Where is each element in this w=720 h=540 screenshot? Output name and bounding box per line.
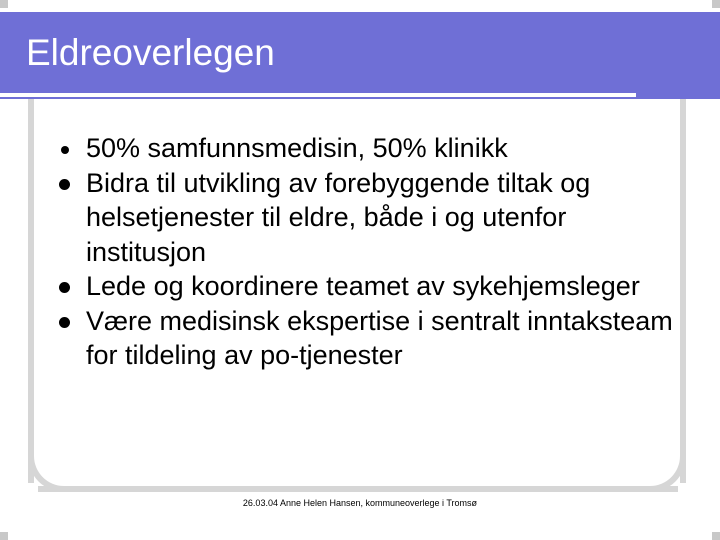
frame-corner-bottom-right (646, 452, 686, 492)
frame-corner-bottom-left (28, 452, 68, 492)
bullet-item (56, 131, 686, 166)
corner-square-top-left (0, 0, 8, 8)
corner-square-bottom-right (712, 532, 720, 540)
bullet-dot-icon (59, 282, 70, 293)
bullet-dot-icon (59, 317, 70, 328)
title-underline (0, 93, 636, 97)
bullet-dot-icon (59, 179, 70, 190)
bullet-item (56, 304, 686, 373)
slide-footer: 26.03.04 Anne Helen Hansen, kommuneoverlege i Tromsø (242, 498, 478, 508)
frame-bottom-border (38, 486, 678, 492)
bullet-item (56, 166, 686, 270)
frame-left-border (28, 99, 34, 483)
bullet-item (56, 269, 686, 304)
bullet-text: 50% samfunnsmedisin, 50% klinikk (86, 133, 508, 163)
bullet-dot-icon (61, 146, 69, 154)
bullet-text: Være medisinsk ekspertise i sentralt inntaksteam for tildeling av po-tjenester (86, 305, 673, 370)
bullet-text: Lede og koordinere teamet av sykehjemsleger (86, 271, 640, 301)
corner-square-top-right (712, 0, 720, 8)
slide-title: Eldreoverlegen (26, 32, 275, 73)
bullet-text: Bidra til utvikling av forebyggende tiltak og helsetjenester til eldre, både i og utenfor institusjon (86, 167, 591, 267)
bullet-list (56, 131, 686, 373)
corner-square-bottom-left (0, 532, 8, 540)
